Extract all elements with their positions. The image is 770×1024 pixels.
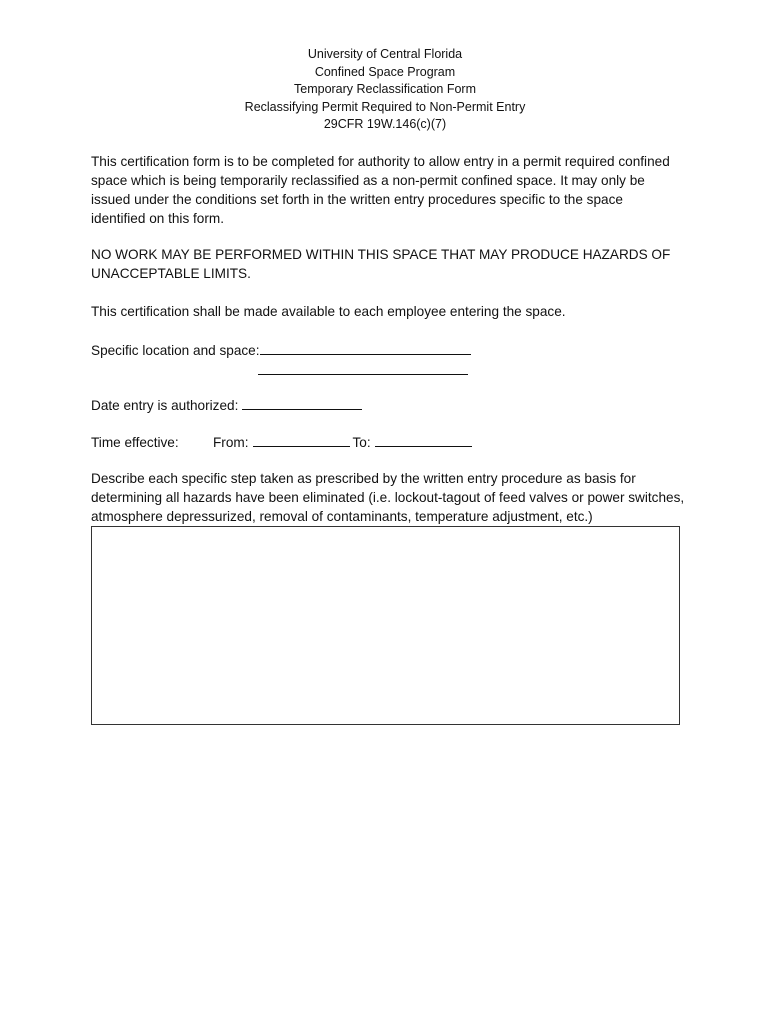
location-input-line-2[interactable] [258, 364, 468, 375]
header-institution: University of Central Florida [307, 47, 463, 61]
to-label: To: [352, 435, 371, 450]
header-form-title: Temporary Reclassification Form [294, 82, 476, 96]
location-field-row [91, 340, 471, 360]
header-program: Confined Space Program [314, 64, 456, 79]
warning-paragraph: NO WORK MAY BE PERFORMED WITHIN THIS SPACE THAT MAY PRODUCE HAZARDS OF UNACCEPTABLE LIMITS. [91, 247, 671, 281]
date-input[interactable] [242, 395, 362, 410]
time-field-row [91, 432, 472, 452]
date-label: Date entry is authorized: [91, 398, 239, 413]
location-input[interactable] [260, 340, 471, 355]
header-subtitle: Reclassifying Permit Required to Non-Permit Entry [244, 99, 526, 114]
to-time-input[interactable] [375, 432, 472, 447]
header-regulation: 29CFR 19W.146(c)(7) [323, 117, 447, 131]
availability-paragraph: This certification shall be made available to each employee entering the space. [91, 304, 566, 319]
form-header [0, 46, 770, 134]
steps-description-box[interactable] [91, 526, 680, 725]
date-field-row [91, 395, 362, 415]
from-time-input[interactable] [253, 432, 350, 447]
intro-paragraph: This certification form is to be completed for authority to allow entry in a permit required confined space which is being temporarily reclassified as a non-permit confined space. It may only be issued under the conditions set forth in the written entry procedures specific to the space identified on this form. [91, 154, 670, 226]
time-effective-label: Time effective: [91, 435, 179, 450]
location-label: Specific location and space: [91, 343, 260, 358]
from-label: From: [213, 435, 249, 450]
steps-prompt: Describe each specific step taken as prescribed by the written entry procedure as basis for determining all hazards have been eliminated (i.e. lockout-tagout of feed valves or power switches, atmosphere depressurized, removal of contaminants, temperature adjustment, etc.) [91, 471, 685, 524]
